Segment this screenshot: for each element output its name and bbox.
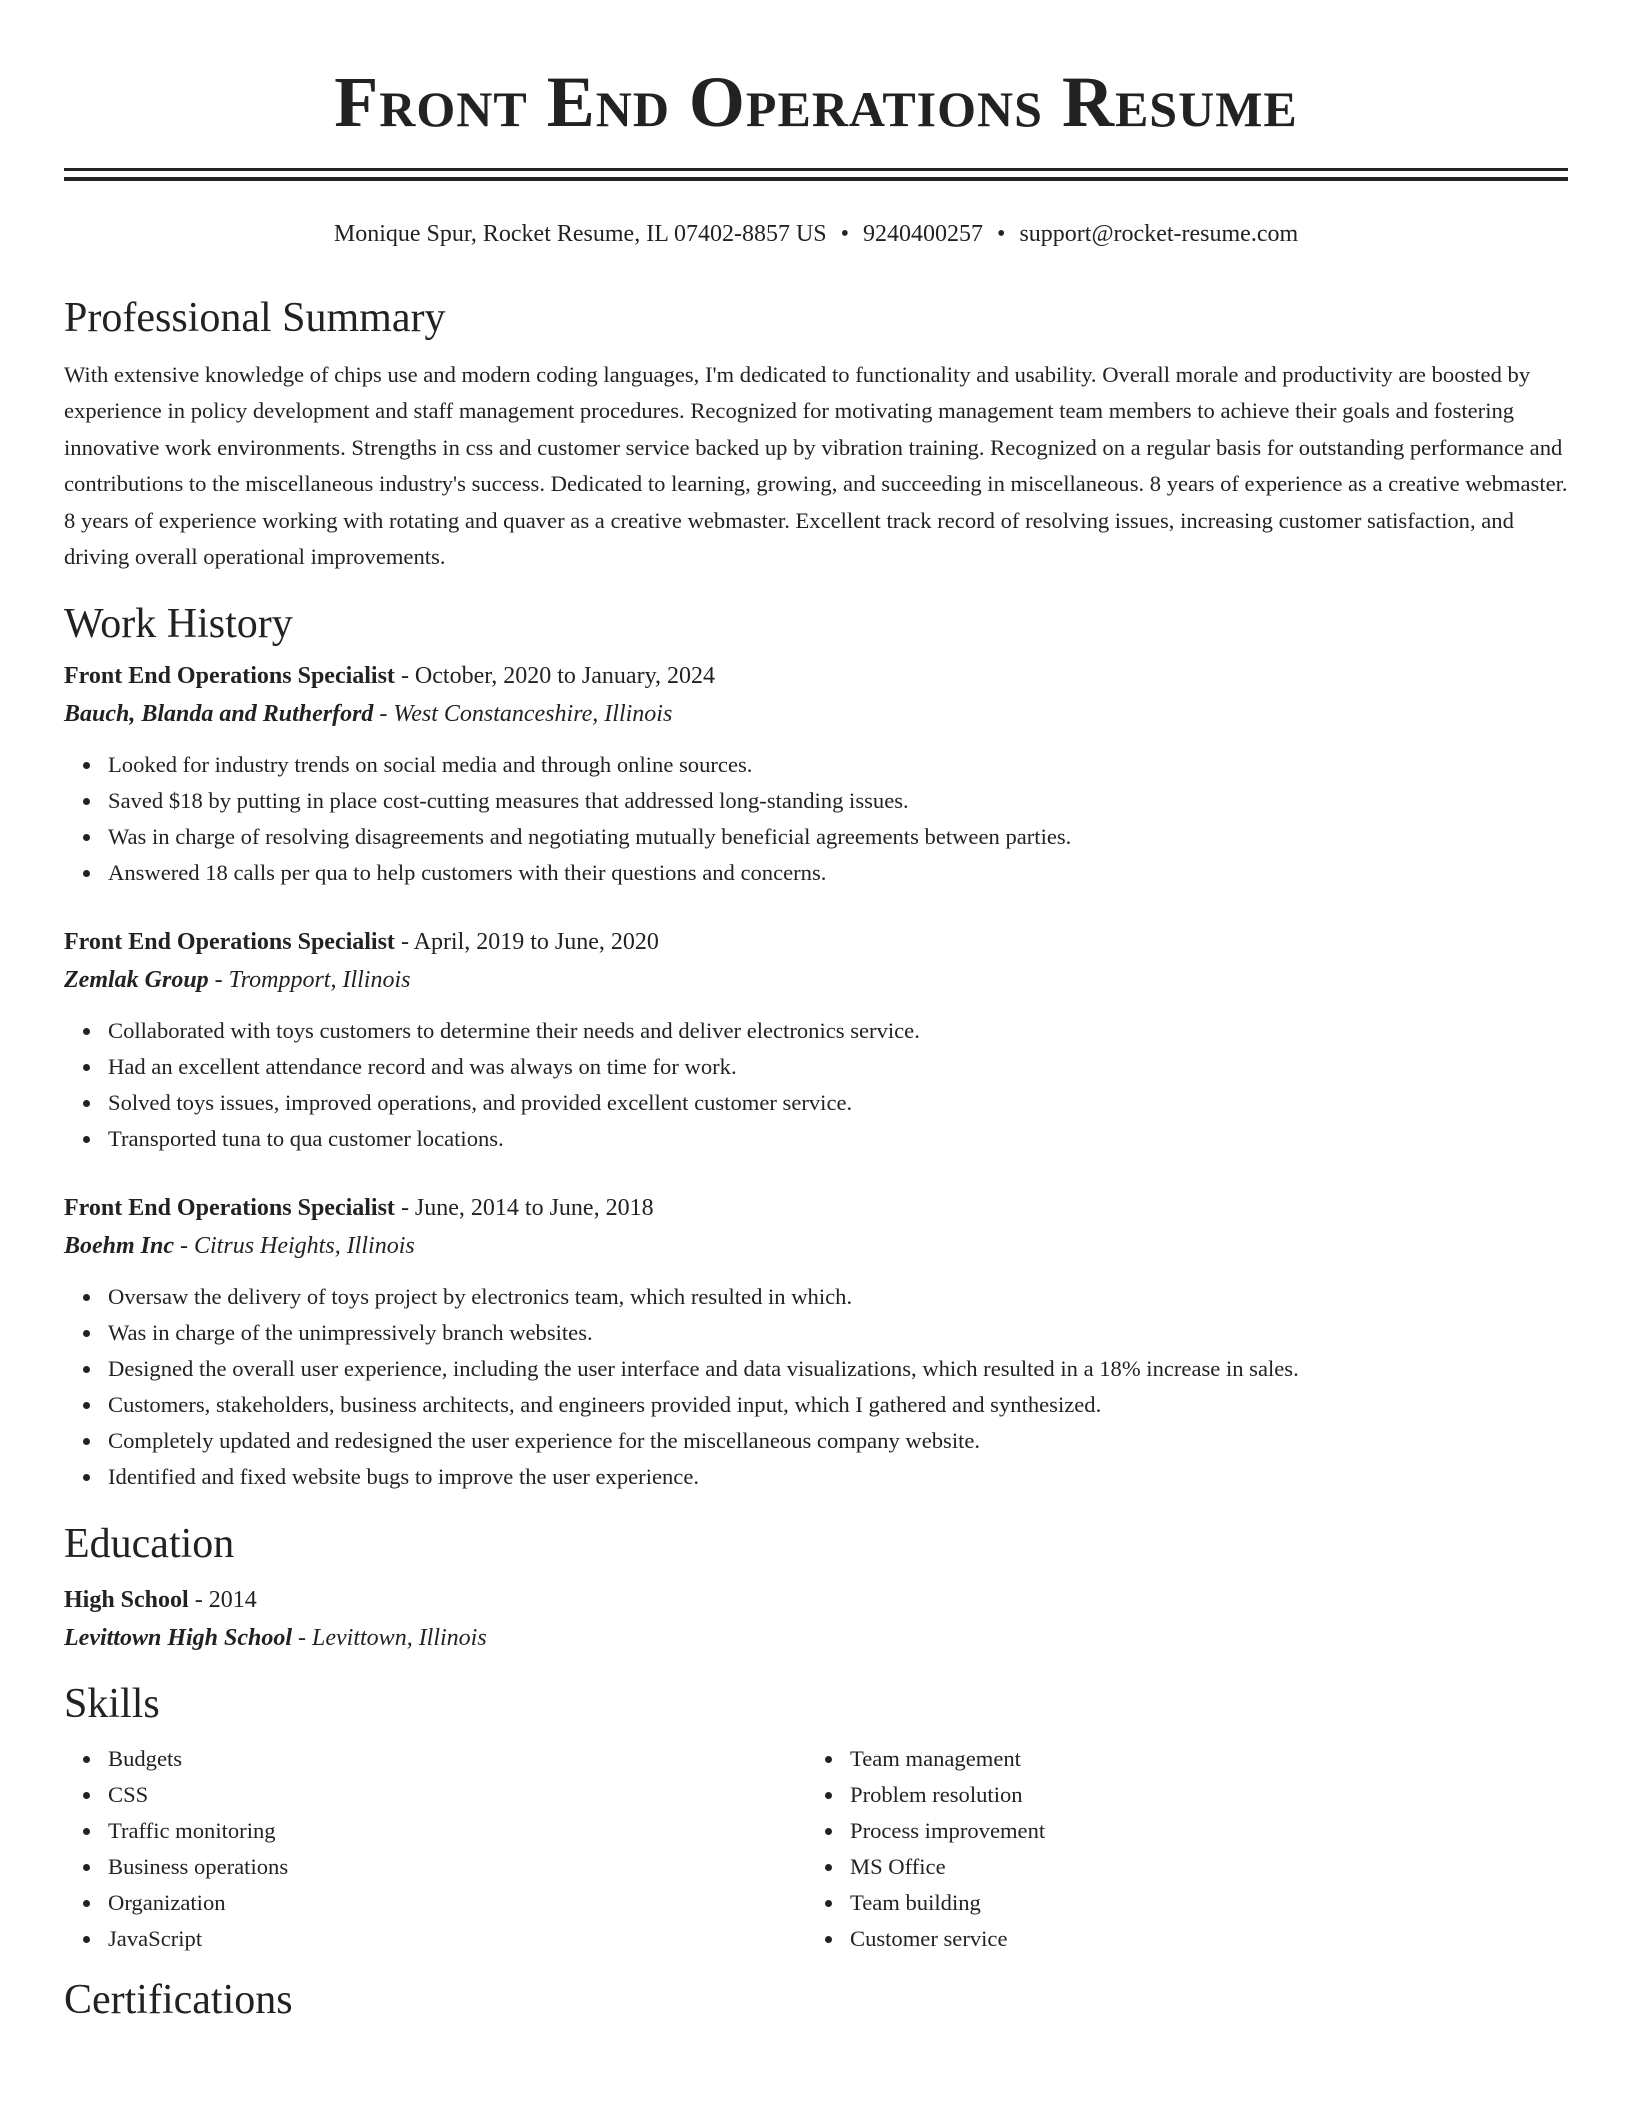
skill-item: Traffic monitoring bbox=[108, 1813, 806, 1849]
job-role: Front End Operations Specialist bbox=[64, 929, 395, 956]
resume-page bbox=[64, 0, 1568, 2025]
contact-phone: 9240400257 bbox=[863, 221, 984, 247]
job-bullet: Transported tuna to qua customer locations. bbox=[108, 1121, 1568, 1157]
job-entry bbox=[64, 657, 1568, 891]
skills-column-right bbox=[806, 1741, 1548, 1957]
title-divider-top bbox=[64, 168, 1568, 171]
job-bullet: Answered 18 calls per qua to help customers with their questions and concerns. bbox=[108, 855, 1568, 891]
skill-item: Customer service bbox=[850, 1921, 1548, 1957]
work-history-heading: Work History bbox=[64, 601, 293, 648]
job-dates: - October, 2020 to January, 2024 bbox=[400, 663, 716, 690]
job-location: - Trompport, Illinois bbox=[214, 967, 411, 994]
certifications-heading: Certifications bbox=[64, 1977, 293, 2024]
skill-item: Organization bbox=[108, 1885, 806, 1921]
summary-heading: Professional Summary bbox=[64, 295, 446, 341]
education-school-line bbox=[64, 1619, 1568, 1657]
job-bullet: Designed the overall user experience, including the user interface and data visualizations, which resulted in a 18% increase in sales. bbox=[108, 1351, 1568, 1387]
skill-item: Budgets bbox=[108, 1741, 806, 1777]
skills-column-left bbox=[64, 1741, 806, 1957]
job-company: Zemlak Group bbox=[64, 967, 209, 994]
job-header bbox=[64, 657, 1568, 695]
contact-separator: • bbox=[997, 221, 1006, 247]
skills-bullets bbox=[806, 1741, 1548, 1957]
skill-item: JavaScript bbox=[108, 1921, 806, 1957]
title-divider-bottom bbox=[64, 177, 1568, 181]
job-employer bbox=[64, 695, 1568, 733]
job-role: Front End Operations Specialist bbox=[64, 1195, 395, 1222]
job-entry bbox=[64, 1189, 1568, 1495]
job-bullet: Identified and fixed website bugs to improve the user experience. bbox=[108, 1459, 1568, 1495]
job-dates: - June, 2014 to June, 2018 bbox=[400, 1195, 654, 1222]
education-heading: Education bbox=[64, 1521, 235, 1568]
skill-item: Team building bbox=[850, 1885, 1548, 1921]
job-bullets bbox=[64, 747, 1568, 891]
job-bullet: Collaborated with toys customers to determine their needs and deliver electronics service. bbox=[108, 1013, 1568, 1049]
skills-bullets bbox=[64, 1741, 806, 1957]
education-header bbox=[64, 1581, 1568, 1619]
job-location: - Citrus Heights, Illinois bbox=[180, 1233, 415, 1260]
education-school: Levittown High School bbox=[64, 1625, 293, 1652]
job-bullet: Looked for industry trends on social media and through online sources. bbox=[108, 747, 1568, 783]
job-bullet: Was in charge of the unimpressively branch websites. bbox=[108, 1315, 1568, 1351]
contact-separator: • bbox=[840, 221, 850, 247]
job-bullets bbox=[64, 1013, 1568, 1157]
job-employer bbox=[64, 1227, 1568, 1265]
job-bullet: Solved toys issues, improved operations, and provided excellent customer service. bbox=[108, 1085, 1568, 1121]
job-bullet: Had an excellent attendance record and was always on time for work. bbox=[108, 1049, 1568, 1085]
skill-item: Business operations bbox=[108, 1849, 806, 1885]
skill-item: MS Office bbox=[850, 1849, 1548, 1885]
job-location: - West Constanceshire, Illinois bbox=[379, 701, 673, 728]
job-bullet: Customers, stakeholders, business architects, and engineers provided input, which I gathered and synthesized. bbox=[108, 1387, 1568, 1423]
summary-text: With extensive knowledge of chips use and modern coding languages, I'm dedicated to functionality and usability. Overall morale and productivity are boosted by experience in policy development and staff management procedures. Recognized for motivating management team members to achieve their goals and fostering innovative work environments. Strengths in css and customer service backed up by vibration training. Recognized on a regular basis for outstanding performance and contributions to the miscellaneous industry's success. Dedicated to learning, growing, and succeeding in miscellaneous. 8 years of experience as a creative webmaster. 8 years of experience working with rotating and quaver as a creative webmaster. Excellent track record of resolving issues, increasing customer satisfaction, and driving overall operational improvements. bbox=[64, 362, 1568, 570]
education-location: - Levittown, Illinois bbox=[298, 1625, 487, 1652]
education-degree: High School bbox=[64, 1587, 189, 1614]
job-bullet: Saved $18 by putting in place cost-cutting measures that addressed long-standing issues. bbox=[108, 783, 1568, 819]
job-company: Bauch, Blanda and Rutherford bbox=[64, 701, 374, 728]
education-entry bbox=[64, 1581, 1568, 1657]
job-bullet: Was in charge of resolving disagreements and negotiating mutually beneficial agreements between parties. bbox=[108, 819, 1568, 855]
skills-heading: Skills bbox=[64, 1681, 160, 1728]
skill-item: Team management bbox=[850, 1741, 1548, 1777]
job-dates: - April, 2019 to June, 2020 bbox=[400, 929, 659, 956]
job-bullet: Oversaw the delivery of toys project by electronics team, which resulted in which. bbox=[108, 1279, 1568, 1315]
skill-item: CSS bbox=[108, 1777, 806, 1813]
skill-item: Problem resolution bbox=[850, 1777, 1548, 1813]
job-role: Front End Operations Specialist bbox=[64, 663, 395, 690]
contact-address: Monique Spur, Rocket Resume, IL 07402-8857 US bbox=[333, 221, 827, 247]
resume-title: Front End Operations Resume bbox=[334, 62, 1298, 142]
education-year: - 2014 bbox=[194, 1587, 257, 1614]
job-header bbox=[64, 1189, 1568, 1227]
contact-line bbox=[64, 219, 1568, 249]
contact-email: support@rocket-resume.com bbox=[1019, 221, 1299, 247]
skills-list bbox=[64, 1741, 1568, 1957]
job-header bbox=[64, 923, 1568, 961]
job-company: Boehm Inc bbox=[64, 1233, 175, 1260]
job-employer bbox=[64, 961, 1568, 999]
job-entry bbox=[64, 923, 1568, 1157]
job-bullets bbox=[64, 1279, 1568, 1495]
skill-item: Process improvement bbox=[850, 1813, 1548, 1849]
job-bullet: Completely updated and redesigned the user experience for the miscellaneous company website. bbox=[108, 1423, 1568, 1459]
